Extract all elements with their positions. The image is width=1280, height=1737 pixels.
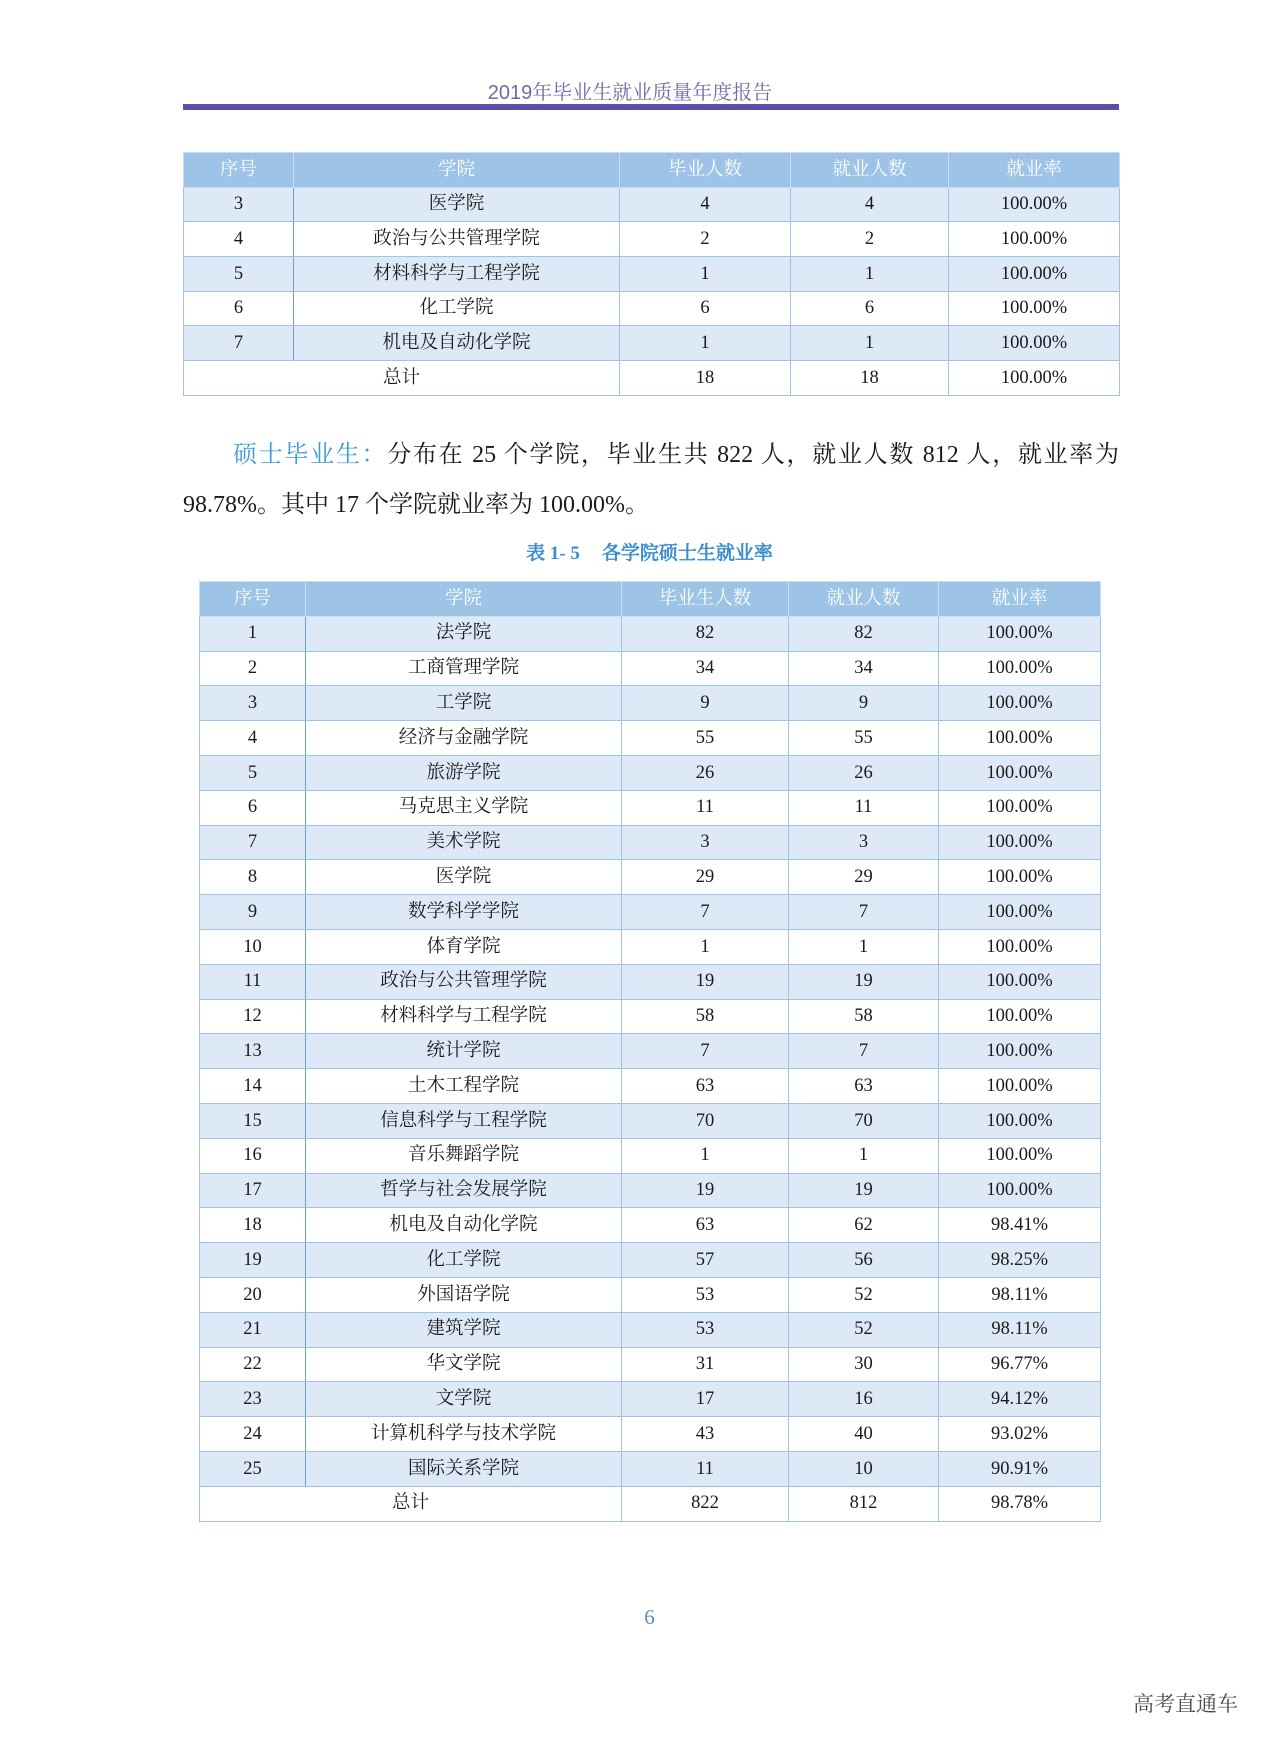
cell-no: 15 — [200, 1103, 306, 1138]
cell-rate: 94.12% — [939, 1382, 1101, 1417]
cell-employed: 4 — [791, 187, 949, 222]
cell-rate: 100.00% — [939, 790, 1101, 825]
cell-college: 政治与公共管理学院 — [294, 222, 620, 257]
cell-graduates: 2 — [620, 222, 791, 257]
cell-rate: 100.00% — [939, 999, 1101, 1034]
cell-graduates: 63 — [622, 1069, 789, 1104]
cell-rate: 96.77% — [939, 1347, 1101, 1382]
column-header-graduates: 毕业人数 — [620, 153, 791, 188]
cell-graduates: 7 — [622, 895, 789, 930]
cell-graduates: 29 — [622, 860, 789, 895]
cell-college: 化工学院 — [306, 1243, 622, 1278]
cell-employed: 19 — [789, 964, 939, 999]
cell-graduates: 57 — [622, 1243, 789, 1278]
table-caption — [199, 541, 1100, 567]
page-number: 6 — [644, 1605, 655, 1629]
cell-no: 5 — [184, 257, 294, 292]
table-row — [200, 999, 1101, 1034]
cell-rate: 100.00% — [939, 1138, 1101, 1173]
table-row — [200, 1208, 1101, 1243]
cell-employed: 11 — [789, 790, 939, 825]
total-employed: 812 — [789, 1486, 939, 1521]
cell-no: 21 — [200, 1312, 306, 1347]
cell-rate: 90.91% — [939, 1451, 1101, 1486]
table-row — [200, 755, 1101, 790]
cell-employed: 10 — [789, 1451, 939, 1486]
cell-employed: 3 — [789, 825, 939, 860]
column-header-rate: 就业率 — [939, 582, 1101, 617]
table-row — [200, 1103, 1101, 1138]
table-row — [200, 1312, 1101, 1347]
total-employed: 18 — [791, 361, 949, 396]
cell-rate: 100.00% — [939, 721, 1101, 756]
cell-no: 25 — [200, 1451, 306, 1486]
cell-rate: 100.00% — [939, 651, 1101, 686]
cell-college: 材料科学与工程学院 — [294, 257, 620, 292]
table-row — [184, 222, 1120, 257]
cell-no: 3 — [200, 686, 306, 721]
cell-no: 2 — [200, 651, 306, 686]
cell-no: 7 — [184, 326, 294, 361]
cell-employed: 26 — [789, 755, 939, 790]
master-summary-paragraph — [183, 430, 1119, 530]
cell-graduates: 31 — [622, 1347, 789, 1382]
cell-college: 建筑学院 — [306, 1312, 622, 1347]
cell-no: 6 — [184, 291, 294, 326]
total-rate: 98.78% — [939, 1486, 1101, 1521]
table-row — [200, 1417, 1101, 1452]
cell-graduates: 1 — [622, 1138, 789, 1173]
cell-college: 法学院 — [306, 616, 622, 651]
cell-employed: 58 — [789, 999, 939, 1034]
cell-employed: 7 — [789, 895, 939, 930]
cell-college: 工商管理学院 — [306, 651, 622, 686]
summary-lead: 硕士毕业生： — [233, 442, 388, 468]
table-row — [200, 1243, 1101, 1278]
cell-employed: 55 — [789, 721, 939, 756]
cell-graduates: 9 — [622, 686, 789, 721]
cell-rate: 100.00% — [939, 964, 1101, 999]
cell-employed: 52 — [789, 1277, 939, 1312]
cell-rate: 100.00% — [939, 929, 1101, 964]
cell-employed: 70 — [789, 1103, 939, 1138]
cell-no: 23 — [200, 1382, 306, 1417]
cell-employed: 52 — [789, 1312, 939, 1347]
cell-graduates: 82 — [622, 616, 789, 651]
cell-employed: 63 — [789, 1069, 939, 1104]
column-header-employed: 就业人数 — [791, 153, 949, 188]
table-row — [200, 1347, 1101, 1382]
cell-employed: 19 — [789, 1173, 939, 1208]
table-row — [200, 929, 1101, 964]
cell-graduates: 55 — [622, 721, 789, 756]
cell-college: 美术学院 — [306, 825, 622, 860]
cell-rate: 100.00% — [939, 1034, 1101, 1069]
cell-college: 政治与公共管理学院 — [306, 964, 622, 999]
cell-employed: 1 — [789, 929, 939, 964]
cell-rate: 98.41% — [939, 1208, 1101, 1243]
cell-college: 计算机科学与技术学院 — [306, 1417, 622, 1452]
cell-no: 5 — [200, 755, 306, 790]
summary-line-1 — [183, 430, 1119, 480]
cell-graduates: 70 — [622, 1103, 789, 1138]
column-header-employed: 就业人数 — [789, 582, 939, 617]
cell-college: 信息科学与工程学院 — [306, 1103, 622, 1138]
cell-no: 3 — [184, 187, 294, 222]
total-graduates: 822 — [622, 1486, 789, 1521]
cell-no: 4 — [200, 721, 306, 756]
cell-college: 文学院 — [306, 1382, 622, 1417]
cell-college: 化工学院 — [294, 291, 620, 326]
cell-employed: 1 — [791, 326, 949, 361]
cell-graduates: 1 — [620, 326, 791, 361]
cell-college: 机电及自动化学院 — [306, 1208, 622, 1243]
cell-rate: 100.00% — [939, 895, 1101, 930]
table-row — [200, 1034, 1101, 1069]
cell-college: 机电及自动化学院 — [294, 326, 620, 361]
cell-college: 统计学院 — [306, 1034, 622, 1069]
cell-graduates: 1 — [620, 257, 791, 292]
caption-title: 各学院硕士生就业率 — [601, 543, 773, 564]
column-header-college: 学院 — [306, 582, 622, 617]
cell-employed: 7 — [789, 1034, 939, 1069]
cell-employed: 1 — [791, 257, 949, 292]
table-row — [200, 825, 1101, 860]
cell-no: 17 — [200, 1173, 306, 1208]
table-row — [200, 790, 1101, 825]
table-header-row — [200, 582, 1101, 617]
cell-no: 20 — [200, 1277, 306, 1312]
watermark-text: 高考直通车 — [1133, 1693, 1238, 1716]
cell-graduates: 17 — [622, 1382, 789, 1417]
cell-rate: 100.00% — [949, 257, 1120, 292]
cell-college: 土木工程学院 — [306, 1069, 622, 1104]
cell-rate: 100.00% — [949, 187, 1120, 222]
cell-graduates: 1 — [622, 929, 789, 964]
cell-rate: 98.11% — [939, 1312, 1101, 1347]
total-rate: 100.00% — [949, 361, 1120, 396]
table-row — [184, 187, 1120, 222]
cell-college: 外国语学院 — [306, 1277, 622, 1312]
cell-college: 医学院 — [306, 860, 622, 895]
cell-no: 11 — [200, 964, 306, 999]
cell-employed: 34 — [789, 651, 939, 686]
total-label: 总计 — [184, 361, 620, 396]
cell-employed: 40 — [789, 1417, 939, 1452]
cell-college: 医学院 — [294, 187, 620, 222]
summary-text-1: 分布在 25 个学院，毕业生共 822 人，就业人数 812 人，就业率为 — [387, 442, 1120, 468]
cell-no: 18 — [200, 1208, 306, 1243]
table-row — [184, 326, 1120, 361]
cell-rate: 100.00% — [949, 222, 1120, 257]
table-row — [200, 895, 1101, 930]
total-label: 总计 — [200, 1486, 622, 1521]
cell-graduates: 19 — [622, 964, 789, 999]
cell-employed: 82 — [789, 616, 939, 651]
cell-rate: 100.00% — [949, 291, 1120, 326]
column-header-no: 序号 — [200, 582, 306, 617]
cell-rate: 100.00% — [939, 1103, 1101, 1138]
cell-graduates: 4 — [620, 187, 791, 222]
table-row — [200, 651, 1101, 686]
table-row — [200, 1451, 1101, 1486]
cell-college: 体育学院 — [306, 929, 622, 964]
cell-rate: 100.00% — [939, 686, 1101, 721]
cell-employed: 29 — [789, 860, 939, 895]
cell-rate: 100.00% — [939, 755, 1101, 790]
cell-rate: 100.00% — [939, 1069, 1101, 1104]
cell-college: 经济与金融学院 — [306, 721, 622, 756]
table-row — [200, 964, 1101, 999]
report-title: 2019年毕业生就业质量年度报告 — [487, 82, 773, 104]
cell-rate: 98.25% — [939, 1243, 1101, 1278]
cell-college: 工学院 — [306, 686, 622, 721]
cell-college: 数学科学学院 — [306, 895, 622, 930]
master-college-table — [199, 581, 1101, 1522]
cell-college: 哲学与社会发展学院 — [306, 1173, 622, 1208]
cell-graduates: 6 — [620, 291, 791, 326]
table-row — [200, 721, 1101, 756]
cell-graduates: 53 — [622, 1277, 789, 1312]
cell-college: 马克思主义学院 — [306, 790, 622, 825]
total-graduates: 18 — [620, 361, 791, 396]
cell-graduates: 53 — [622, 1312, 789, 1347]
cell-graduates: 19 — [622, 1173, 789, 1208]
cell-no: 22 — [200, 1347, 306, 1382]
cell-no: 4 — [184, 222, 294, 257]
cell-college: 音乐舞蹈学院 — [306, 1138, 622, 1173]
column-header-no: 序号 — [184, 153, 294, 188]
table-row — [200, 1277, 1101, 1312]
cell-no: 12 — [200, 999, 306, 1034]
cell-no: 8 — [200, 860, 306, 895]
cell-no: 14 — [200, 1069, 306, 1104]
cell-graduates: 11 — [622, 1451, 789, 1486]
cell-graduates: 34 — [622, 651, 789, 686]
table-row — [200, 616, 1101, 651]
cell-no: 24 — [200, 1417, 306, 1452]
cell-college: 华文学院 — [306, 1347, 622, 1382]
cell-graduates: 7 — [622, 1034, 789, 1069]
cell-no: 1 — [200, 616, 306, 651]
cell-employed: 62 — [789, 1208, 939, 1243]
cell-no: 16 — [200, 1138, 306, 1173]
cell-employed: 2 — [791, 222, 949, 257]
table-row — [184, 257, 1120, 292]
table-row — [200, 1138, 1101, 1173]
cell-no: 13 — [200, 1034, 306, 1069]
cell-no: 6 — [200, 790, 306, 825]
cell-graduates: 63 — [622, 1208, 789, 1243]
cell-rate: 98.11% — [939, 1277, 1101, 1312]
cell-employed: 6 — [791, 291, 949, 326]
cell-college: 旅游学院 — [306, 755, 622, 790]
cell-employed: 56 — [789, 1243, 939, 1278]
summary-line-2: 98.78%。其中 17 个学院就业率为 100.00%。 — [183, 492, 649, 518]
cell-rate: 93.02% — [939, 1417, 1101, 1452]
undergrad-college-table — [183, 152, 1120, 396]
cell-graduates: 43 — [622, 1417, 789, 1452]
cell-no: 7 — [200, 825, 306, 860]
cell-employed: 9 — [789, 686, 939, 721]
cell-no: 19 — [200, 1243, 306, 1278]
cell-no: 10 — [200, 929, 306, 964]
cell-graduates: 26 — [622, 755, 789, 790]
cell-no: 9 — [200, 895, 306, 930]
table-row — [200, 1382, 1101, 1417]
table-row — [200, 686, 1101, 721]
cell-graduates: 3 — [622, 825, 789, 860]
cell-rate: 100.00% — [939, 860, 1101, 895]
cell-rate: 100.00% — [949, 326, 1120, 361]
cell-rate: 100.00% — [939, 616, 1101, 651]
cell-employed: 1 — [789, 1138, 939, 1173]
cell-rate: 100.00% — [939, 825, 1101, 860]
table-row — [200, 1173, 1101, 1208]
cell-employed: 16 — [789, 1382, 939, 1417]
table-header-row — [184, 153, 1120, 188]
column-header-graduates: 毕业生人数 — [622, 582, 789, 617]
column-header-rate: 就业率 — [949, 153, 1120, 188]
table-row — [184, 291, 1120, 326]
cell-graduates: 11 — [622, 790, 789, 825]
table-row — [200, 860, 1101, 895]
cell-employed: 30 — [789, 1347, 939, 1382]
cell-graduates: 58 — [622, 999, 789, 1034]
cell-college: 国际关系学院 — [306, 1451, 622, 1486]
header-rule — [183, 104, 1119, 110]
cell-rate: 100.00% — [939, 1173, 1101, 1208]
cell-college: 材料科学与工程学院 — [306, 999, 622, 1034]
table-row — [200, 1069, 1101, 1104]
caption-number: 表 1- 5 — [526, 543, 580, 564]
column-header-college: 学院 — [294, 153, 620, 188]
table-total-row — [200, 1486, 1101, 1521]
table-total-row — [184, 361, 1120, 396]
